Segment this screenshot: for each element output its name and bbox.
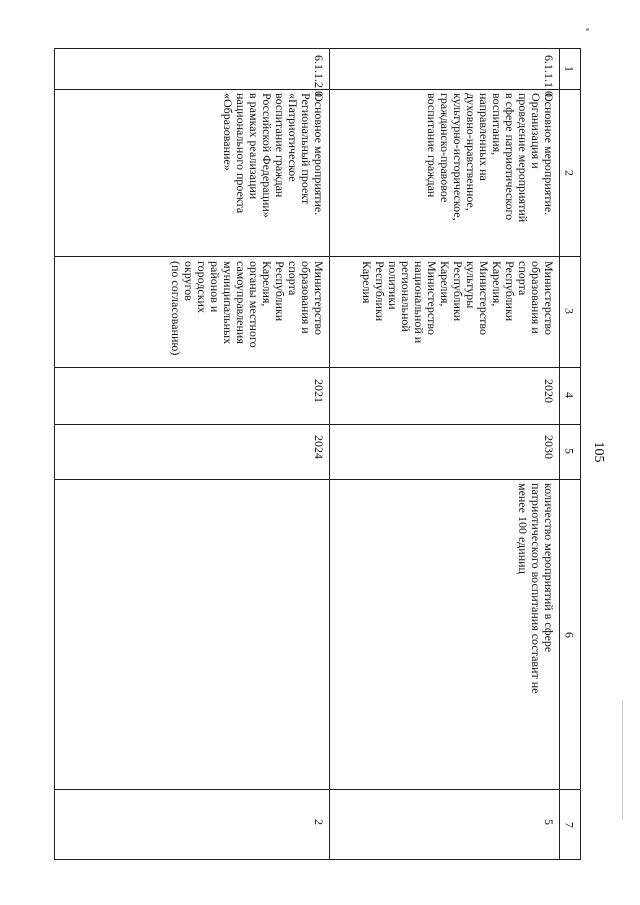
row1-executor: Министерство образования и спорта Республики Карелия, Министерство культуры Республики Карелия, Министерство национальной и региональной политики Республики Карелия [360, 261, 556, 344]
hdr-col-6: 6 [562, 632, 577, 638]
col-sep-3-4 [55, 367, 580, 368]
row1-indicator: 5 [542, 819, 556, 825]
page-number: 105 [591, 441, 606, 463]
hdr-col-2: 2 [562, 170, 577, 176]
col-sep-6-7 [55, 789, 580, 790]
scan-dot [586, 28, 589, 31]
row1-code: 6.1.1.1.0. [542, 55, 556, 100]
row2-code: 6.1.1.2.0. [312, 55, 326, 100]
row2-start: 2021 [312, 379, 326, 403]
margin-mark [622, 700, 623, 820]
col-sep-5-6 [55, 479, 580, 480]
row2-indicator: 2 [312, 819, 326, 825]
header-row-sep [559, 49, 560, 859]
hdr-col-4: 4 [562, 392, 577, 398]
row1-result: количество мероприятий в сфере патриотического воспитания составит не менее 100 единиц [516, 483, 556, 694]
hdr-col-1: 1 [562, 66, 577, 72]
row1-end: 2030 [542, 435, 556, 459]
row2-executor: Министерство образования и спорта Республики Карелия, органы местного самоуправления муниципальных районов и городских округов (по согласованию) [169, 261, 326, 356]
hdr-col-3: 3 [562, 308, 577, 314]
hdr-col-5: 5 [562, 448, 577, 454]
hdr-col-7: 7 [562, 822, 577, 828]
row2-title: Основное мероприятие. Региональный проект «Патриотическое воспитание граждан Российской Федерации» в рамках реализации национального проекта «Образование» [221, 93, 326, 218]
rotated-table [54, 48, 581, 860]
row-sep-1-2 [329, 49, 330, 859]
col-sep-4-5 [55, 424, 580, 425]
row2-end: 2024 [312, 435, 326, 459]
row1-title: Основное мероприятие. Организация и проведение мероприятий в сфере патриотического воспитания, направленных на духовно-нравственное, культурно-историческое, гражданско-правовое воспитание граждан [425, 93, 556, 223]
row1-start: 2020 [542, 379, 556, 403]
col-sep-2-3 [55, 256, 580, 257]
